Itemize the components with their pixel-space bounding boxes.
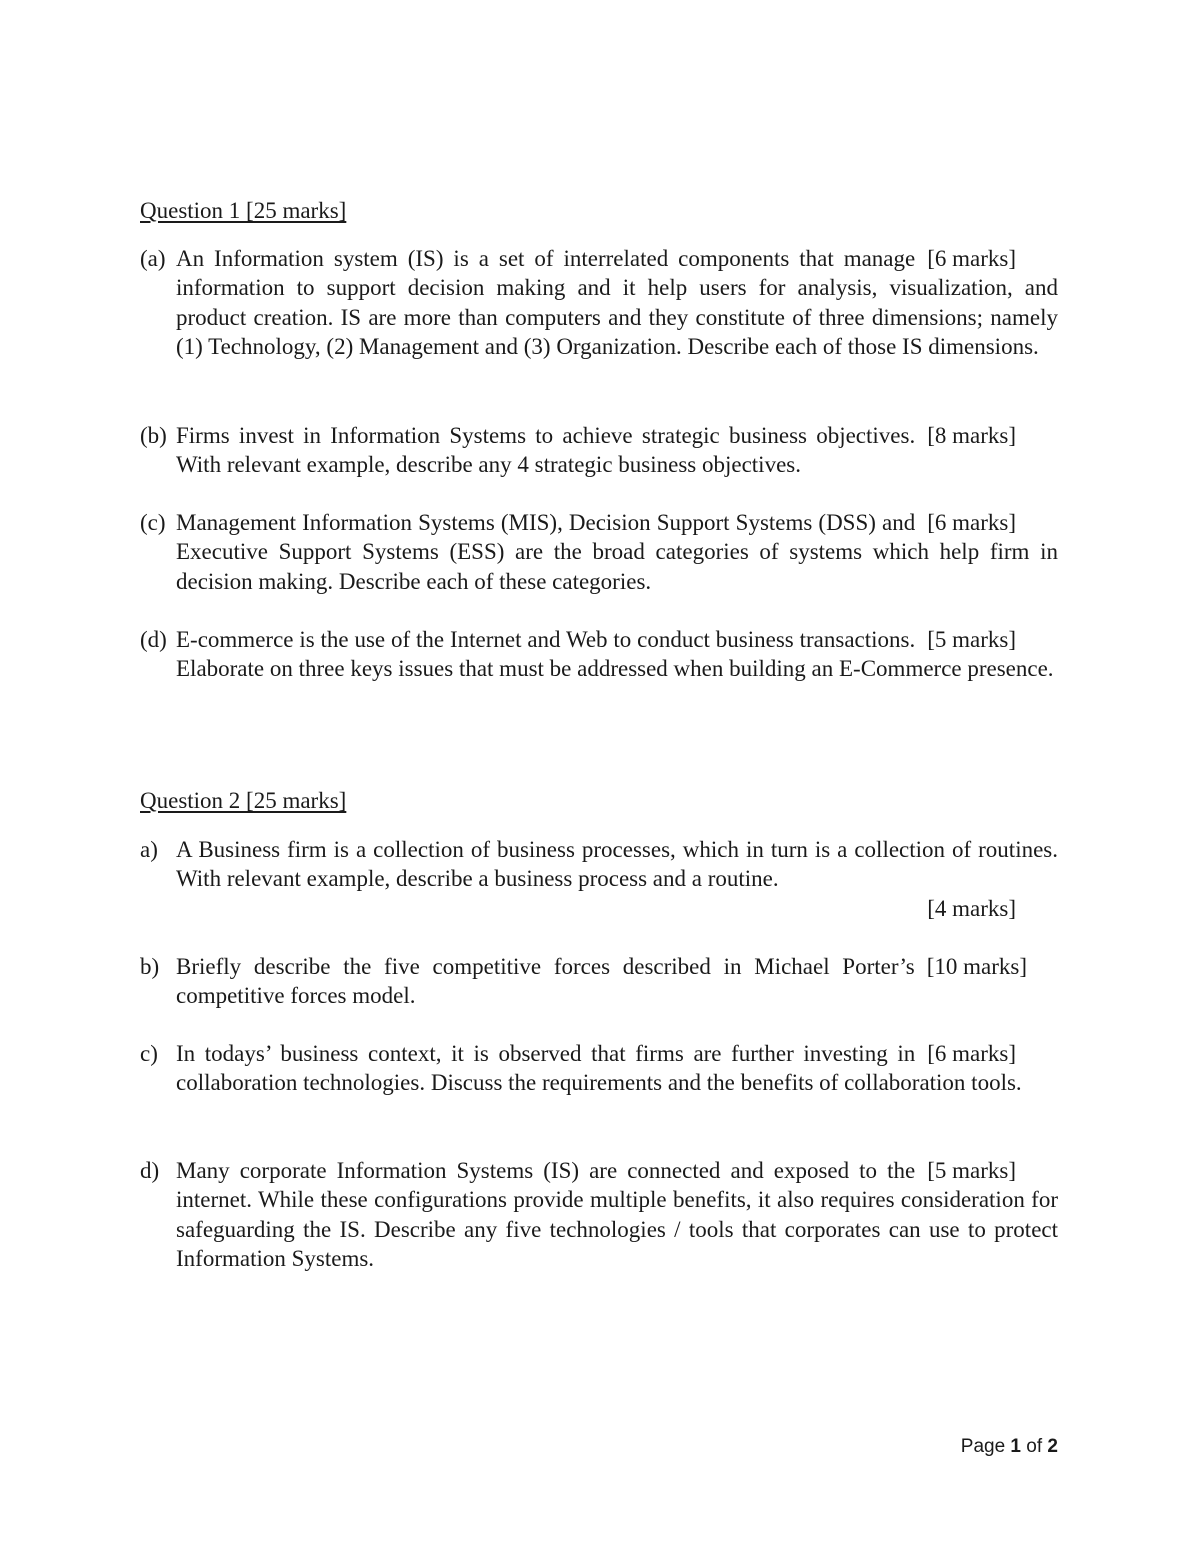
question-1-part-a bbox=[140, 244, 1058, 361]
question-2-heading: Question 2 [25 marks] bbox=[140, 788, 347, 813]
question-1-part-d bbox=[140, 625, 1058, 684]
question-2-part-b bbox=[140, 952, 1058, 1011]
part-label: (b) bbox=[140, 423, 167, 448]
marks-value: [8 marks] bbox=[927, 423, 1016, 448]
question-2-part-a bbox=[140, 835, 1058, 923]
part-label: a) bbox=[140, 837, 158, 862]
total-page-count: 2 bbox=[1047, 1436, 1058, 1457]
question-text: Briefly describe the five competitive forces described in Michael Porter’s competitive forces model. bbox=[176, 954, 915, 1009]
question-2-part-d bbox=[140, 1156, 1058, 1273]
part-label: (c) bbox=[140, 510, 166, 535]
part-label: (a) bbox=[140, 246, 166, 271]
marks-value: [5 marks] bbox=[927, 1158, 1016, 1183]
question-1-heading: Question 1 [25 marks] bbox=[140, 198, 347, 223]
marks-value: [5 marks] bbox=[927, 627, 1016, 652]
of-word: of bbox=[1026, 1436, 1043, 1457]
marks-value: [6 marks] bbox=[927, 246, 1016, 271]
question-text: A Business firm is a collection of business processes, which in turn is a collection of routines. With relevant example, describe a business process and a routine. bbox=[176, 837, 1058, 892]
question-text: In todays’ business context, it is observed that firms are further investing in collaboration technologies. Discuss the requirements and the benefits of collaboration tools. bbox=[176, 1041, 1022, 1096]
marks-value: [6 marks] bbox=[927, 1041, 1016, 1066]
current-page-number: 1 bbox=[1010, 1436, 1021, 1457]
question-text: An Information system (IS) is a set of interrelated components that manage information to support decision making and it help users for analysis, visualization, and product creation. IS are more than computers and they constitute of three dimensions; namely (1) Technology, (2) Management and (3) Organization. Describe each of those IS dimensions. bbox=[176, 246, 1058, 359]
part-label: d) bbox=[140, 1158, 160, 1183]
page-word: Page bbox=[960, 1436, 1006, 1457]
part-label: c) bbox=[140, 1041, 158, 1066]
question-1-part-b bbox=[140, 421, 1058, 480]
question-2-part-c bbox=[140, 1039, 1058, 1098]
question-text: Management Information Systems (MIS), Decision Support Systems (DSS) and Executive Support Systems (ESS) are the broad categories of systems which help firm in decision making. Describe each of these categories. bbox=[176, 510, 1058, 594]
question-1-part-c bbox=[140, 508, 1058, 596]
marks-value: [6 marks] bbox=[927, 510, 1016, 535]
marks-value: [4 marks] bbox=[927, 895, 1016, 921]
marks-value: [10 marks] bbox=[926, 954, 1027, 979]
page-number-footer bbox=[961, 1432, 1058, 1461]
part-label: (d) bbox=[140, 627, 167, 652]
part-label: b) bbox=[140, 954, 160, 979]
question-text: E-commerce is the use of the Internet and Web to conduct business transactions. Elaborate on three keys issues that must be addressed when building an E-Commerce presence. bbox=[176, 627, 1054, 682]
question-text: Many corporate Information Systems (IS) are connected and exposed to the internet. While these configurations provide multiple benefits, it also requires consideration for safeguarding the IS. Describe any five technologies / tools that corporates can use to protect Information Systems. bbox=[176, 1158, 1058, 1271]
question-text: Firms invest in Information Systems to achieve strategic business objectives. With relevant example, describe any 4 strategic business objectives. bbox=[176, 423, 916, 478]
